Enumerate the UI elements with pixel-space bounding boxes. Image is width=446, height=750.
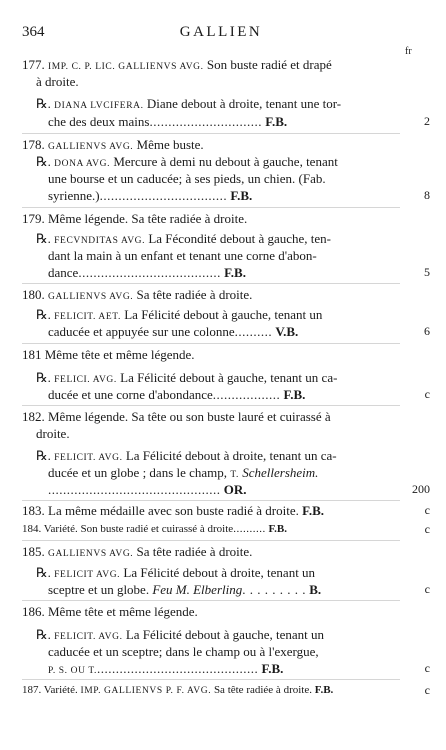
reverse-mark: ℞. (36, 565, 51, 580)
entry-text: La Félicité debout à droite, tenant un (120, 565, 316, 580)
entry-text: Sa tête radiée à droite. (211, 684, 312, 696)
divider (22, 283, 400, 284)
legend: GALLIENVS AVG. (48, 549, 134, 559)
legend: P. S. OU T. (48, 666, 98, 676)
entry-185-value: c (424, 582, 430, 596)
entry-183-line-1 (22, 502, 402, 519)
entry-text: La Félicité debout à droite, tenant un ca- (122, 448, 337, 463)
entry-184-value: c (424, 522, 430, 536)
field-mark: T. (230, 470, 239, 480)
entry-183-value: c (424, 503, 430, 517)
ref-mark: V.B. (275, 324, 299, 339)
ref-mark: F.B. (283, 387, 306, 402)
entry-179-line-1 (22, 210, 402, 227)
leader-dots: ...................................... (78, 265, 221, 280)
entry-186-line-4 (48, 660, 428, 680)
entry-text: une bourse et un caducée; à ses pieds, un chien. (Fab. (48, 171, 326, 186)
ref-mark: F.B. (230, 188, 253, 203)
entry-184-line-1 (22, 521, 402, 538)
reverse-mark: ℞. (36, 370, 51, 385)
entry-187-value: c (424, 683, 430, 697)
entry-185-line-1 (22, 543, 402, 563)
entry-181-line-3 (48, 386, 428, 403)
page-header (22, 24, 420, 44)
entry-text: La Fécondité debout à gauche, ten- (145, 231, 331, 246)
entry-178-value: 8 (424, 188, 430, 202)
entry-181-line-1 (22, 346, 402, 363)
legend: FELICIT. AVG. (54, 453, 123, 463)
entry-177-value: 2 (424, 114, 430, 128)
entry-text: à droite. (36, 74, 79, 89)
entry-186-line-3 (48, 643, 428, 660)
entry-text: Sa tête radiée à droite. (133, 544, 253, 559)
column-head: fr (405, 46, 412, 57)
entry-text: Même buste. (133, 137, 204, 152)
entry-number: 177. (22, 57, 45, 72)
entry-text: Même légende. Sa tête ou son buste lauré et cuirassé à (44, 409, 331, 424)
entry-number: 186. (22, 604, 45, 619)
legend: DIANA LVCIFERA. (54, 101, 144, 111)
reverse-mark: ℞. (36, 307, 51, 322)
divider (22, 600, 400, 601)
entry-178-line-4 (48, 187, 428, 204)
ref-mark: F.B. (265, 114, 288, 129)
legend: FELICIT AVG. (54, 570, 121, 580)
entry-text: syrienne.) (48, 188, 100, 203)
entry-text: dance (48, 265, 79, 280)
entry-text: La Félicité debout à gauche, tenant un ca- (116, 370, 338, 385)
entry-text: Sa tête radiée à droite. (133, 287, 253, 302)
reverse-mark: ℞. (36, 96, 51, 111)
running-head: GALLIEN (179, 24, 263, 40)
leader-dots: .............................. (149, 114, 262, 129)
entry-text: Même tête et même légende. (41, 347, 195, 362)
entry-180-line-1 (22, 286, 402, 306)
leader-dots: .................................. (99, 188, 228, 203)
ref-mark: F.B. (302, 503, 325, 518)
entry-number: 184. (22, 523, 42, 535)
entry-text: La même médaille avec son buste radié à droite. (44, 503, 299, 518)
ref-mark: F.B. (261, 661, 284, 676)
entry-179-line-4 (48, 264, 428, 281)
legend: GALLIENVS AVG. (48, 142, 134, 152)
entry-number: 182. (22, 409, 45, 424)
reverse-mark: ℞. (36, 231, 51, 246)
divider (22, 207, 400, 208)
leader-dots: .......... (234, 324, 273, 339)
entry-text: caducée et un sceptre; dans le champ ou à l'exergue, (48, 644, 319, 659)
entry-text: Mercure à demi nu debout à gauche, tenant (110, 154, 338, 169)
entry-182-line-1 (22, 408, 402, 425)
leader-dots: .................. (212, 387, 281, 402)
leader-dots: .............................................. (48, 482, 221, 497)
reverse-mark: ℞. (36, 154, 51, 169)
legend: FELICI. AVG. (54, 375, 117, 385)
entry-text: Variété. (41, 684, 81, 696)
divider (22, 405, 400, 406)
entry-number: 185. (22, 544, 45, 559)
entry-text: Diane debout à droite, tenant une tor- (143, 96, 342, 111)
entry-text: ducée et une corne d'abondance (48, 387, 213, 402)
divider (22, 343, 400, 344)
legend: DONA AVG. (54, 159, 111, 169)
divider (22, 500, 400, 501)
legend: GALLIENVS AVG. (48, 292, 134, 302)
entry-185-line-3 (48, 581, 428, 598)
entry-182-line-2 (36, 425, 416, 442)
ref-mark: OR. (223, 482, 247, 497)
entry-number: 187. (22, 684, 42, 696)
entry-text: droite. (36, 426, 70, 441)
entry-text: Variété. Son buste radié et cuirassé à droite (41, 523, 234, 535)
legend: FELICIT. AET. (54, 312, 121, 322)
entry-number: 179. (22, 211, 45, 226)
divider (22, 133, 400, 134)
ref-mark: F.B. (268, 523, 287, 535)
entry-text: Même tête et même légende. (44, 604, 198, 619)
ref-mark: F.B. (314, 684, 334, 696)
entry-text: sceptre et un globe. (48, 582, 153, 597)
divider (22, 540, 400, 541)
ref-mark: F.B. (224, 265, 246, 280)
entry-text: Même légende. Sa tête radiée à droite. (44, 211, 248, 226)
entry-text: che des deux mains (48, 114, 150, 129)
entry-180-value: 6 (424, 324, 430, 338)
collection-name: Schellersheim. (242, 465, 319, 480)
entry-text: La Félicité debout à gauche, tenant un (120, 307, 323, 322)
entry-177-line-4 (48, 113, 428, 130)
entry-number: 178. (22, 137, 45, 152)
leader-dots: .......... (233, 523, 266, 535)
entry-186-value: c (424, 661, 430, 675)
entry-177-line-2 (36, 73, 416, 90)
entry-text: dant la main à un enfant et tenant une corne d'abon- (48, 248, 317, 263)
entry-text: La Félicité debout à gauche, tenant un (122, 627, 325, 642)
legend: IMP. C. P. LIC. GALLIENVS AVG. (48, 62, 204, 72)
entry-text: ducée et un globe ; dans le champ, (48, 465, 231, 480)
entry-182-value: 200 (412, 482, 430, 496)
entry-number: 181 (22, 347, 42, 362)
legend: FELICIT. AVG. (54, 632, 123, 642)
entry-186-line-1 (22, 603, 402, 620)
entry-181-value: c (424, 387, 430, 401)
entry-text: Son buste radié et drapé (203, 57, 332, 72)
entry-177-reverse (36, 95, 416, 115)
reverse-mark: ℞. (36, 627, 51, 642)
legend: IMP. GALLIENVS P. F. AVG. (80, 686, 212, 696)
leader-dots: . . . . . . . . . (242, 582, 306, 597)
reverse-mark: ℞. (36, 448, 51, 463)
collection-name: Feu M. Elberling (152, 582, 243, 597)
entry-179-line-3 (48, 247, 428, 264)
entry-187-line-1 (22, 682, 402, 700)
page-number: 364 (22, 24, 45, 40)
legend: FECVNDITAS AVG. (54, 236, 146, 246)
ref-mark: B. (309, 582, 322, 597)
divider (22, 679, 400, 680)
entry-number: 180. (22, 287, 45, 302)
entry-number: 183. (22, 503, 45, 518)
entry-text: caducée et appuyée sur une colonne (48, 324, 235, 339)
entry-178-line-3 (48, 170, 428, 187)
leader-dots: ........................................... (97, 661, 259, 676)
entry-182-line-5 (48, 481, 428, 498)
entry-180-line-3 (48, 323, 428, 340)
entry-179-value: 5 (424, 265, 430, 279)
